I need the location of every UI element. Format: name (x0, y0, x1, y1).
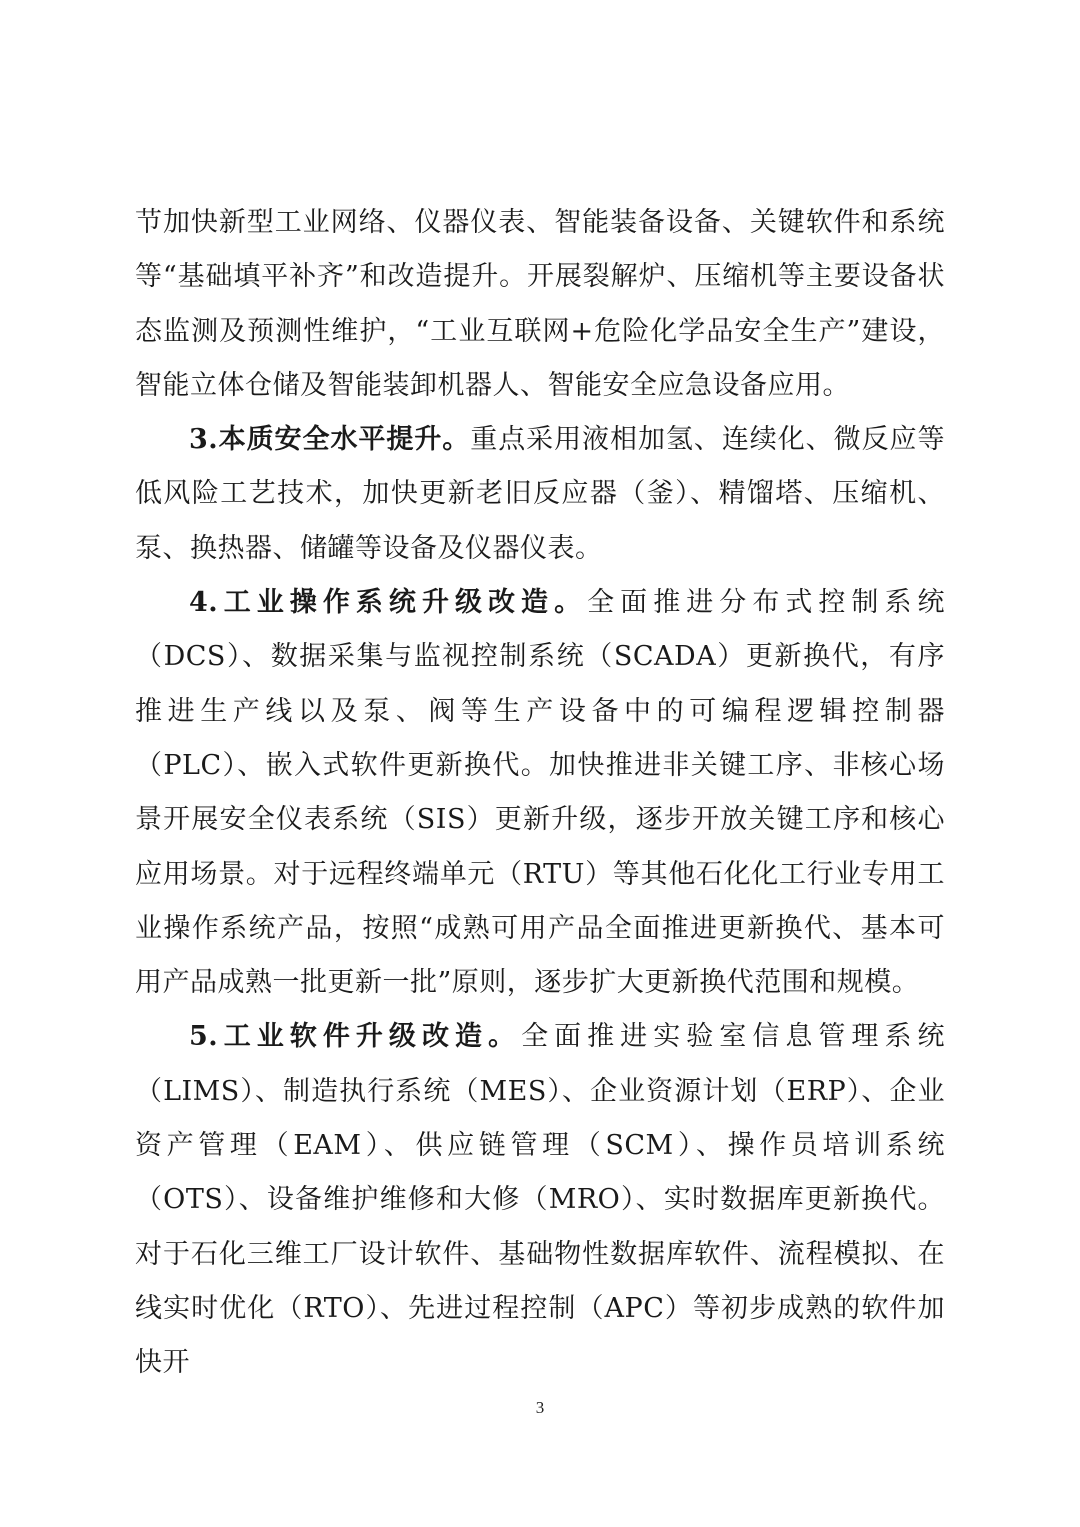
section-heading-5: 5.工业软件升级改造。 (189, 1021, 522, 1053)
paragraph-text: 全面推进分布式控制系统（DCS）、数据采集与监视控制系统（SCADA）更新换代，有序推进生产线以及泵、阀等生产设备中的可编程逻辑控制器（PLC）、嵌入式软件更新换代。加快推进非关键工序、非核心场景开展安全仪表系统（SIS）更新升级，逐步开放关键工序和核心应用场景。对于远程终端单元（RTU）等其他石化化工行业专用工业操作系统产品，按照“成熟可用产品全面推进更新换代、基本可用产品成熟一批更新一批”原则，逐步扩大更新换代范围和规模。 (135, 587, 946, 999)
paragraph-continuation (135, 196, 945, 413)
paragraph-section-3 (135, 413, 945, 576)
paragraph-text: 节加快新型工业网络、仪器仪表、智能装备设备、关键软件和系统等“基础填平补齐”和改造提升。开展裂解炉、压缩机等主要设备状态监测及预测性维护，“工业互联网+危险化学品安全生产”建设，智能立体仓储及智能装卸机器人、智能安全应急设备应用。 (135, 207, 945, 401)
paragraph-text: 全面推进实验室信息管理系统（LIMS）、制造执行系统（MES）、企业资源计划（ERP）、企业资产管理（EAM）、供应链管理（SCM）、操作员培训系统（OTS）、设备维护维修和大修（MRO）、实时数据库更新换代。对于石化三维工厂设计软件、基础物性数据库软件、流程模拟、在线实时优化（RTO）、先进过程控制（APC）等初步成熟的软件加快开 (135, 1021, 946, 1379)
section-heading-4: 4.工业操作系统升级改造。 (189, 587, 588, 619)
paragraph-section-5 (135, 1010, 945, 1390)
document-page (135, 196, 945, 1391)
section-heading-3: 3.本质安全水平提升。 (189, 424, 471, 456)
paragraph-text: 重点采用液相加氢、连续化、微反应等低风险工艺技术，加快更新老旧反应器（釜）、精馏塔、压缩机、泵、换热器、储罐等设备及仪器仪表。 (135, 424, 946, 564)
paragraph-section-4 (135, 576, 945, 1010)
page-number: 3 (535, 1398, 545, 1417)
